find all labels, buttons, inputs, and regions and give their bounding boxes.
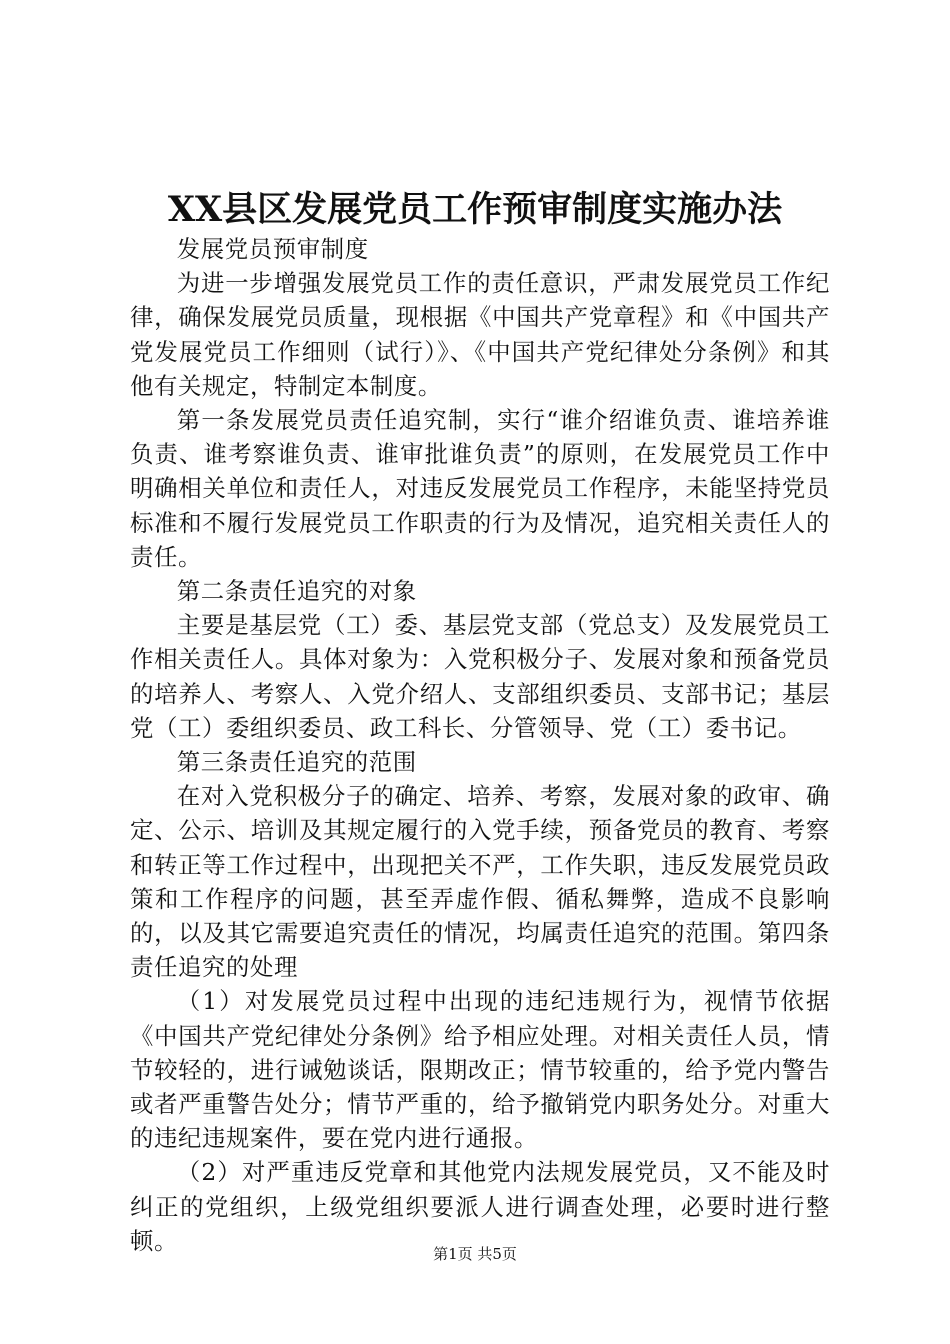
paragraph-item-2: （2）对严重违反党章和其他党内法规发展党员，又不能及时纠正的党组织，上级党组织要派人进行调查处理，必要时进行整顿。 xyxy=(130,1158,830,1255)
paragraph-article-3-heading: 第三条责任追究的范围 xyxy=(176,748,417,777)
paragraph-article-1: 第一条发展党员责任追究制，实行“谁介绍谁负责、谁培养谁负责、谁考察谁负责、谁审批谁负责”的原则，在发展党员工作中明确相关单位和责任人，对违反发展党员工作程序，未能坚持党员标准和不履行发展党员工作职责的行为及情况，追究相关责任人的责任。 xyxy=(130,406,830,571)
paragraph-article-3-body: 在对入党积极分子的确定、培养、考察，发展对象的政审、确定、公示、培训及其规定履行的入党手续，预备党员的教育、考察和转正等工作过程中，出现把关不严，工作失职，违反发展党员政策和工作程序的问题，甚至弄虚作假、循私舞弊，造成不良影响的，以及其它需要追究责任的情况，均属责任追究的范围。第四条责任追究的处理 xyxy=(130,782,830,982)
paragraph-preamble: 为进一步增强发展党员工作的责任意识，严肃发展党员工作纪律，确保发展党员质量，现根据《中国共产党章程》和《中国共产党发展党员工作细则（试行）》、《中国共产党纪律处分条例》和其他有关规定，特制定本制度。 xyxy=(130,269,830,400)
document-title: XX县区发展党员工作预审制度实施办法 xyxy=(167,189,783,230)
page-footer: 第1页 共5页 xyxy=(433,1245,517,1263)
paragraph-item-1: （1）对发展党员过程中出现的违纪违规行为，视情节依据《中国共产党纪律处分条例》给予相应处理。对相关责任人员，情节较轻的，进行诫勉谈话，限期改正；情节较重的，给予党内警告或者严重警告处分；情节严重的，给予撤销党内职务处分。对重大的违纪违规案件，要在党内进行通报。 xyxy=(130,987,830,1153)
paragraph-article-2-heading: 第二条责任追究的对象 xyxy=(176,577,417,606)
document-body xyxy=(130,232,830,1258)
paragraph-heading: 发展党员预审制度 xyxy=(176,235,369,263)
paragraph-article-2-body: 主要是基层党（工）委、基层党支部（党总支）及发展党员工作相关责任人。具体对象为：入党积极分子、发展对象和预备党员的培养人、考察人、入党介绍人、支部组织委员、支部书记；基层党（工）委组织委员、政工科长、分管领导、党（工）委书记。 xyxy=(130,611,830,742)
